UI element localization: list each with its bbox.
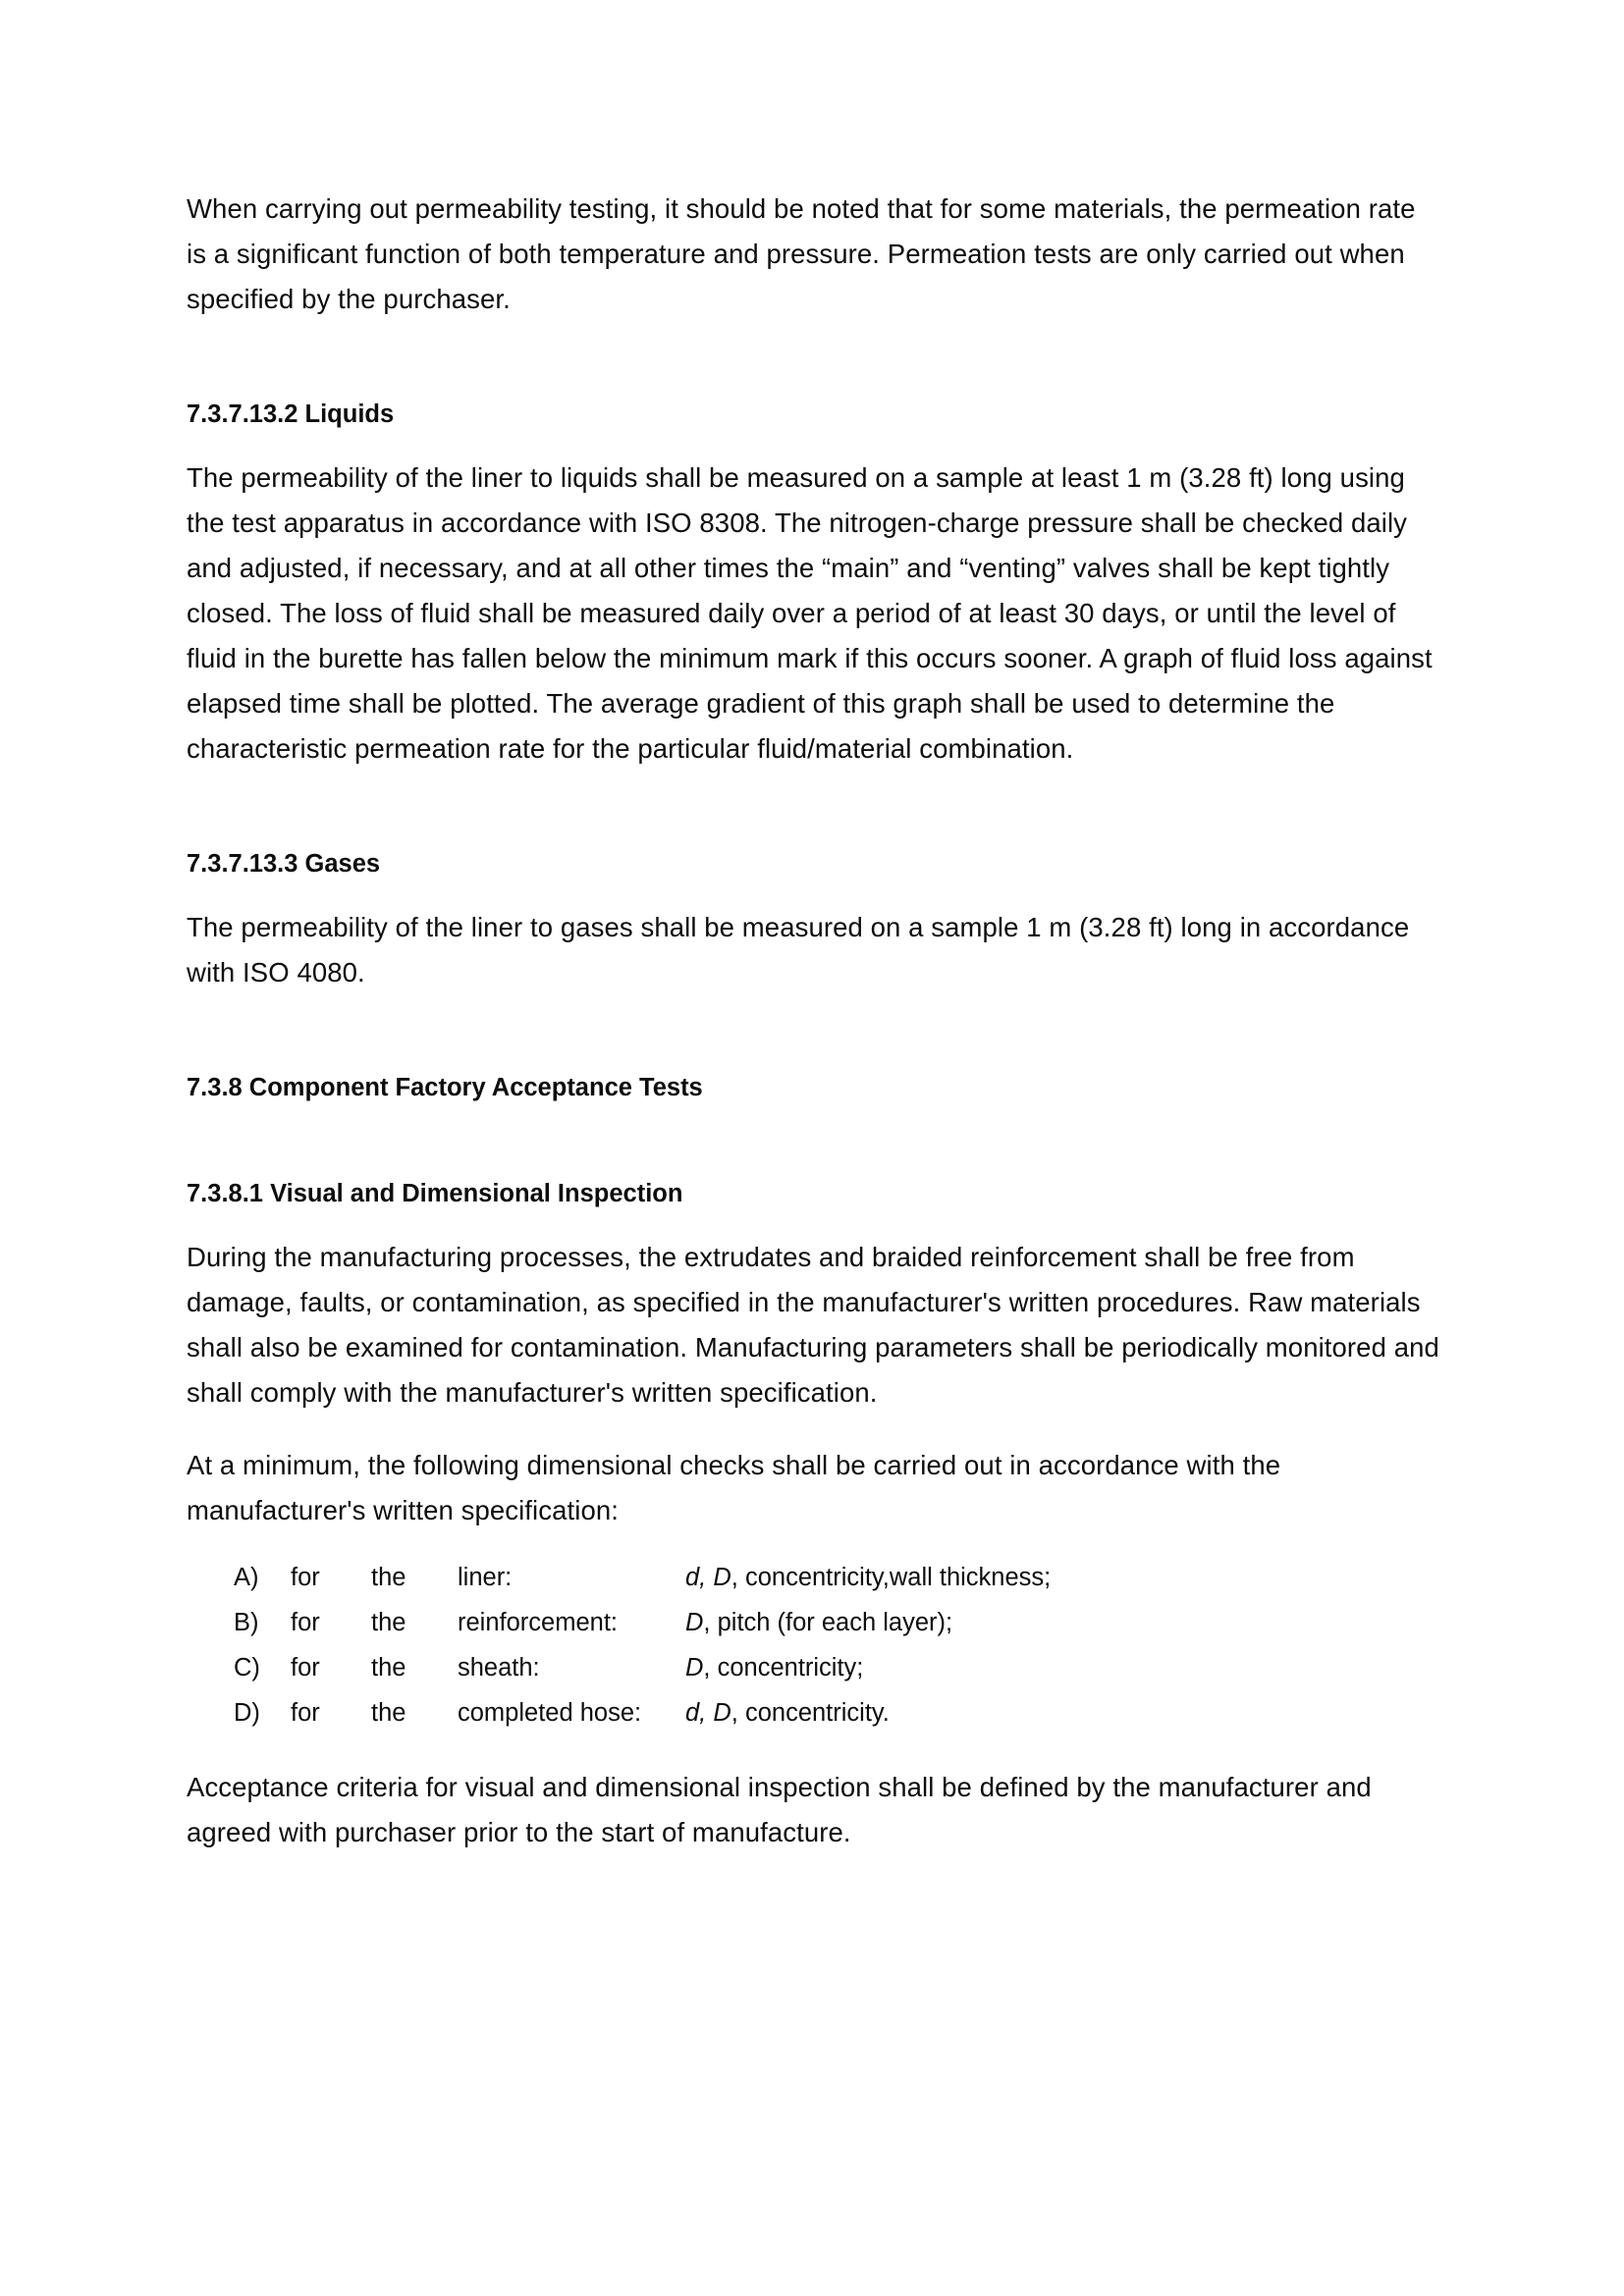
heading-liquids: 7.3.7.13.2 Liquids — [187, 400, 395, 428]
paragraph-liquids: The permeability of the liner to liquids shall be measured on a sample at least 1 m (3.28 ft) long using the test apparatus in accordance with ISO 8308. The nitrogen-charge pressure shall be checked daily and adjusted, if necessary, and at all other times the “main” and “venting” valves shall be kept tightly closed. The loss of fluid shall be measured daily over a period of at least 30 days, or until the level of fluid in the burette has fallen below the minimum mark if this occurs sooner. A graph of fluid loss against elapsed time shall be plotted. The average gradient of this graph shall be used to determine the characteristic permeation rate for the particular fluid/material combination. — [187, 462, 1433, 764]
spacer — [187, 1129, 1439, 1174]
dimensional-checks-list — [187, 1555, 1439, 1735]
list-item-part: sheath: — [458, 1654, 540, 1682]
list-item-marker: B) — [234, 1609, 259, 1636]
list-item-description — [685, 1600, 952, 1645]
list-item-part: reinforcement: — [458, 1609, 618, 1636]
list-item-symbol: D — [685, 1609, 704, 1636]
paragraph-gases: The permeability of the liner to gases shall be measured on a sample 1 m (3.28 ft) long in accordance with ISO 4080. — [187, 912, 1410, 988]
list-item-for: for — [291, 1564, 320, 1591]
list-item — [234, 1690, 1439, 1735]
paragraph-visual-inspection: During the manufacturing processes, the extrudates and braided reinforcement shall be free from damage, faults, or contamination, as specified in the manufacturer's written procedures. Raw materials shall also be examined for contamination. Manufacturing parameters shall be periodically monitored and shall comply with the manufacturer's written specification. — [187, 1242, 1439, 1408]
spacer — [187, 799, 1439, 844]
list-item-for: for — [291, 1654, 320, 1682]
list-item-the: the — [371, 1564, 406, 1591]
list-item-part: completed hose: — [458, 1699, 642, 1727]
heading-gases: 7.3.7.13.3 Gases — [187, 850, 381, 878]
list-item-the: the — [371, 1699, 406, 1727]
list-item — [234, 1555, 1439, 1600]
heading-component-factory-acceptance-tests: 7.3.8 Component Factory Acceptance Tests — [187, 1074, 703, 1101]
list-item-marker: C) — [234, 1654, 260, 1682]
list-item-symbol: d, D — [685, 1699, 731, 1727]
list-item-description — [685, 1690, 890, 1735]
list-item-for: for — [291, 1699, 320, 1727]
list-item-symbol: d, D — [685, 1564, 731, 1591]
paragraph-minimum-checks-intro: At a minimum, the following dimensional checks shall be carried out in accordance with the manufacturer's written specification: — [187, 1450, 1281, 1525]
spacer — [187, 1023, 1439, 1068]
heading-visual-dimensional-inspection: 7.3.8.1 Visual and Dimensional Inspection — [187, 1180, 683, 1207]
list-item-description — [685, 1555, 1051, 1600]
list-item — [234, 1600, 1439, 1645]
list-item-the: the — [371, 1654, 406, 1682]
list-item — [234, 1645, 1439, 1690]
list-item-marker: A) — [234, 1564, 259, 1591]
paragraph-permeability-intro: When carrying out permeability testing, it should be noted that for some materials, the permeation rate is a significant function of both temperature and pressure. Permeation tests are only carried out when specified by the purchaser. — [187, 193, 1416, 314]
list-item-the: the — [371, 1609, 406, 1636]
list-item-description — [685, 1645, 863, 1690]
list-item-part: liner: — [458, 1564, 513, 1591]
list-item-description-rest: , concentricity. — [731, 1699, 890, 1727]
list-item-for: for — [291, 1609, 320, 1636]
list-item-marker: D) — [234, 1699, 260, 1727]
paragraph-acceptance-criteria: Acceptance criteria for visual and dimensional inspection shall be defined by the manufacturer and agreed with purchaser prior to the start of manufacture. — [187, 1772, 1372, 1847]
list-item-symbol: D — [685, 1654, 704, 1682]
list-item-description-rest: , pitch (for each layer); — [703, 1609, 953, 1636]
list-item-description-rest: , concentricity; — [703, 1654, 864, 1682]
list-item-description-rest: , concentricity,wall thickness; — [731, 1564, 1052, 1591]
spacer — [187, 349, 1439, 395]
